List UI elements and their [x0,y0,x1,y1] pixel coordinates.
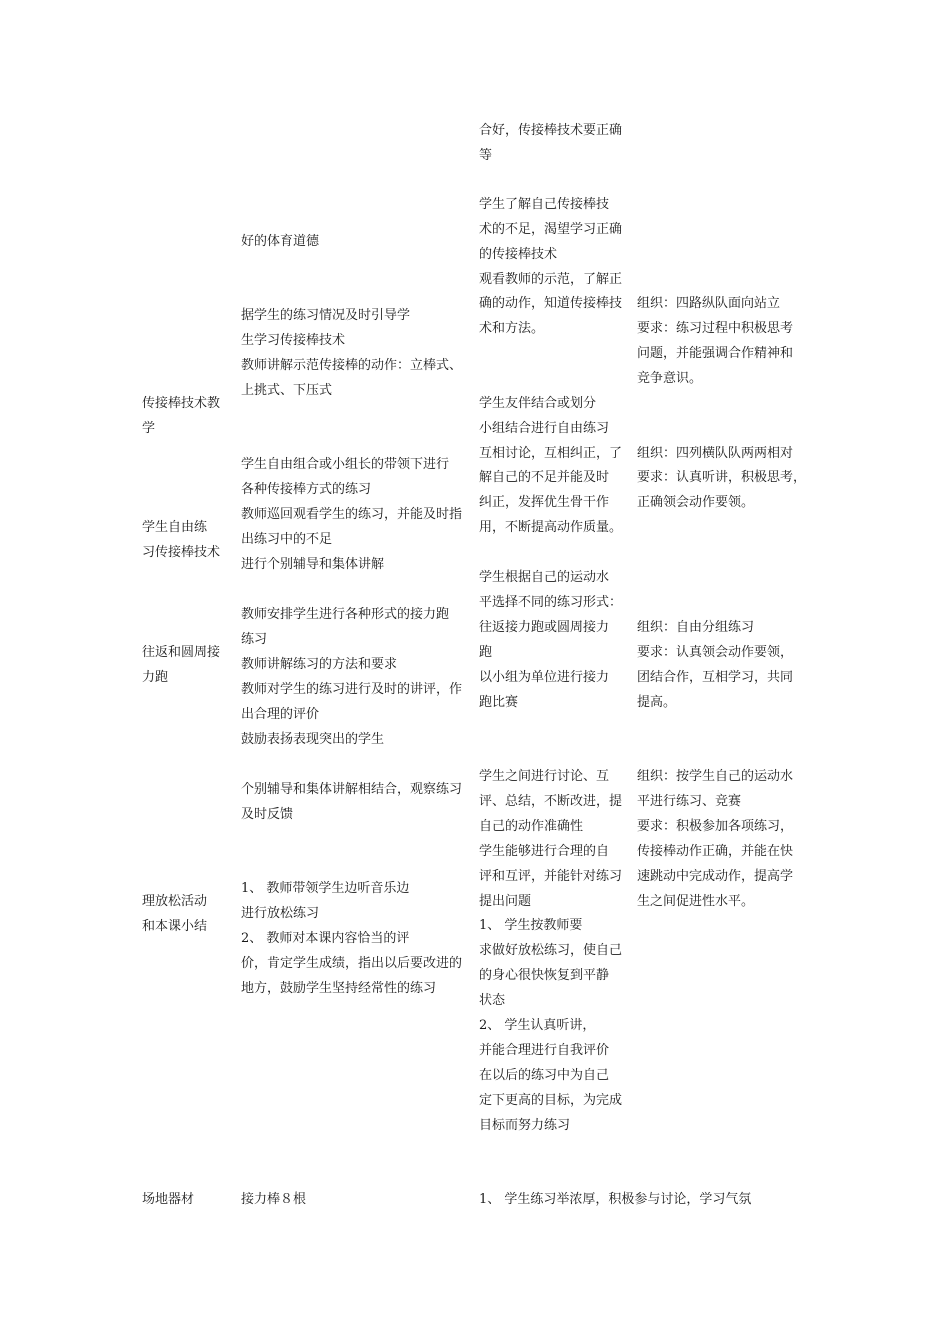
student-activity-line: 用，不断提高动作质量。 [479,520,623,535]
organization-line: 正确领会动作要领。 [637,495,755,510]
teacher-activity-line: 鼓励表扬表现突出的学生 [241,732,385,747]
organization-line: 平进行练习、竞赛 [637,794,742,809]
teacher-activity-line: 2、 教师对本课内容恰当的评 [241,931,410,946]
organization-line: 传接棒动作正确，并能在快 [637,844,794,859]
student-activity-line: 评、总结，不断改进，提 [479,794,623,809]
student-activity-line: 评和互评，并能针对练习 [479,869,623,884]
student-activity-line: 跑 [479,645,493,660]
teacher-activity-line: 生学习传接棒技术 [241,333,346,348]
teacher-activity-line: 练习 [241,632,268,647]
section-text-line: 往返和圆周接 [142,645,221,660]
section-text-line: 学 [142,421,156,436]
teacher-activity-line: 及时反馈 [241,807,294,822]
section-text-line: 场地器材 [142,1192,195,1207]
organization-line: 团结合作，互相学习，共同 [637,670,794,685]
student-activity-line: 术的不足，渴望学习正确 [479,222,623,237]
organization-line: 要求：练习过程中积极思考 [637,321,794,336]
student-activity-line: 学生友伴结合或划分 [479,396,597,411]
student-activity-line: 1、 学生按教师要 [479,918,583,933]
student-activity-line: 学生之间进行讨论、互 [479,769,610,784]
student-activity-line: 学生了解自己传接棒技 [479,197,610,212]
organization-line: 问题，并能强调合作精神和 [637,346,794,361]
section-text-line: 理放松活动 [142,894,208,909]
student-activity-line: 等 [479,148,493,163]
teacher-activity-line: 教师讲解示范传接棒的动作：立棒式、 [241,358,463,373]
teacher-activity-line: 接力棒８根 [241,1192,307,1207]
student-activity-line: 状态 [479,993,506,1008]
teacher-activity-line: 据学生的练习情况及时引导学 [241,308,411,323]
student-activity-line: 学生根据自己的运动水 [479,570,610,585]
student-activity-line: 合好，传接棒技术要正确 [479,123,623,138]
teacher-activity-line: 学生自由组合或小组长的带领下进行 [241,457,450,472]
teacher-activity-line: 教师巡回观看学生的练习，并能及时指 [241,507,463,522]
student-activity-line: 跑比赛 [479,695,519,710]
student-activity-line: 自己的动作准确性 [479,819,584,834]
teacher-activity-line: 出合理的评价 [241,707,320,722]
student-activity-line: 确的动作，知道传接棒技 [479,296,623,311]
student-activity-line: 的传接棒技术 [479,247,558,262]
organization-line: 提高。 [637,695,677,710]
teacher-activity-line: 教师讲解练习的方法和要求 [241,657,398,672]
teacher-activity-line: 进行放松练习 [241,906,320,921]
student-activity-line: 以小组为单位进行接力 [479,670,610,685]
student-activity-line: 小组结合进行自由练习 [479,421,610,436]
organization-line: 组织：四路纵队面向站立 [637,296,781,311]
organization-line: 要求：认真领会动作要领， [637,645,794,660]
teacher-activity-line: 出练习中的不足 [241,532,333,547]
teacher-activity-line: 1、 教师带领学生边听音乐边 [241,881,410,896]
student-activity-line: 互相讨论，互相纠正，了 [479,446,623,461]
organization-line: 生之间促进性水平。 [637,894,755,909]
organization-line: 要求：认真听讲，积极思考， [637,470,807,485]
section-text-line: 学生自由练 [142,520,208,535]
teacher-activity-line: 地方，鼓励学生坚持经常性的练习 [241,981,437,996]
organization-line: 组织：四列横队队两两相对 [637,446,794,461]
organization-line: 组织：自由分组练习 [637,620,755,635]
teacher-activity-line: 好的体育道德 [241,234,320,249]
section-text-line: 传接棒技术教 [142,396,221,411]
student-activity-line: 平选择不同的练习形式： [479,595,623,610]
organization-line: 竞争意识。 [637,371,703,386]
student-activity-line: 学生能够进行合理的自 [479,844,610,859]
student-activity-line: 在以后的练习中为自己 [479,1068,610,1083]
organization-line: 组织：按学生自己的运动水 [637,769,794,784]
teacher-activity-line: 各种传接棒方式的练习 [241,482,372,497]
student-activity-line: 并能合理进行自我评价 [479,1043,610,1058]
teacher-activity-line: 上挑式、下压式 [241,383,333,398]
teacher-activity-line: 个别辅导和集体讲解相结合，观察练习 [241,782,463,797]
teacher-activity-line: 价，肯定学生成绩，指出以后要改进的 [241,956,463,971]
student-activity-line: 提出问题 [479,894,532,909]
student-activity-line: 的身心很快恢复到平静 [479,968,610,983]
section-text-line: 和本课小结 [142,919,208,934]
student-activity-line: 2、 学生认真听讲， [479,1018,596,1033]
student-activity-line: 求做好放松练习，使自己 [479,943,623,958]
student-activity-line: 观看教师的示范，了解正 [479,272,623,287]
student-activity-line: 术和方法。 [479,321,545,336]
student-activity-line: 往返接力跑或圆周接力 [479,620,610,635]
section-text-line: 习传接棒技术 [142,545,221,560]
organization-line: 要求：积极参加各项练习， [637,819,794,834]
section-text-line: 力跑 [142,670,169,685]
teacher-activity-line: 教师对学生的练习进行及时的讲评，作 [241,682,463,697]
teacher-activity-line: 教师安排学生进行各种形式的接力跑 [241,607,450,622]
teacher-activity-line: 进行个别辅导和集体讲解 [241,557,385,572]
student-activity-line: 目标而努力练习 [479,1118,571,1133]
organization-line: 速跳动中完成动作，提高学 [637,869,794,884]
student-activity-line: 定下更高的目标，为完成 [479,1093,623,1108]
student-activity-line: 解自己的不足并能及时 [479,470,610,485]
student-activity-line: 1、 学生练习举浓厚，积极参与讨论，学习气氛 [479,1192,752,1207]
student-activity-line: 纠正，发挥优生骨干作 [479,495,610,510]
